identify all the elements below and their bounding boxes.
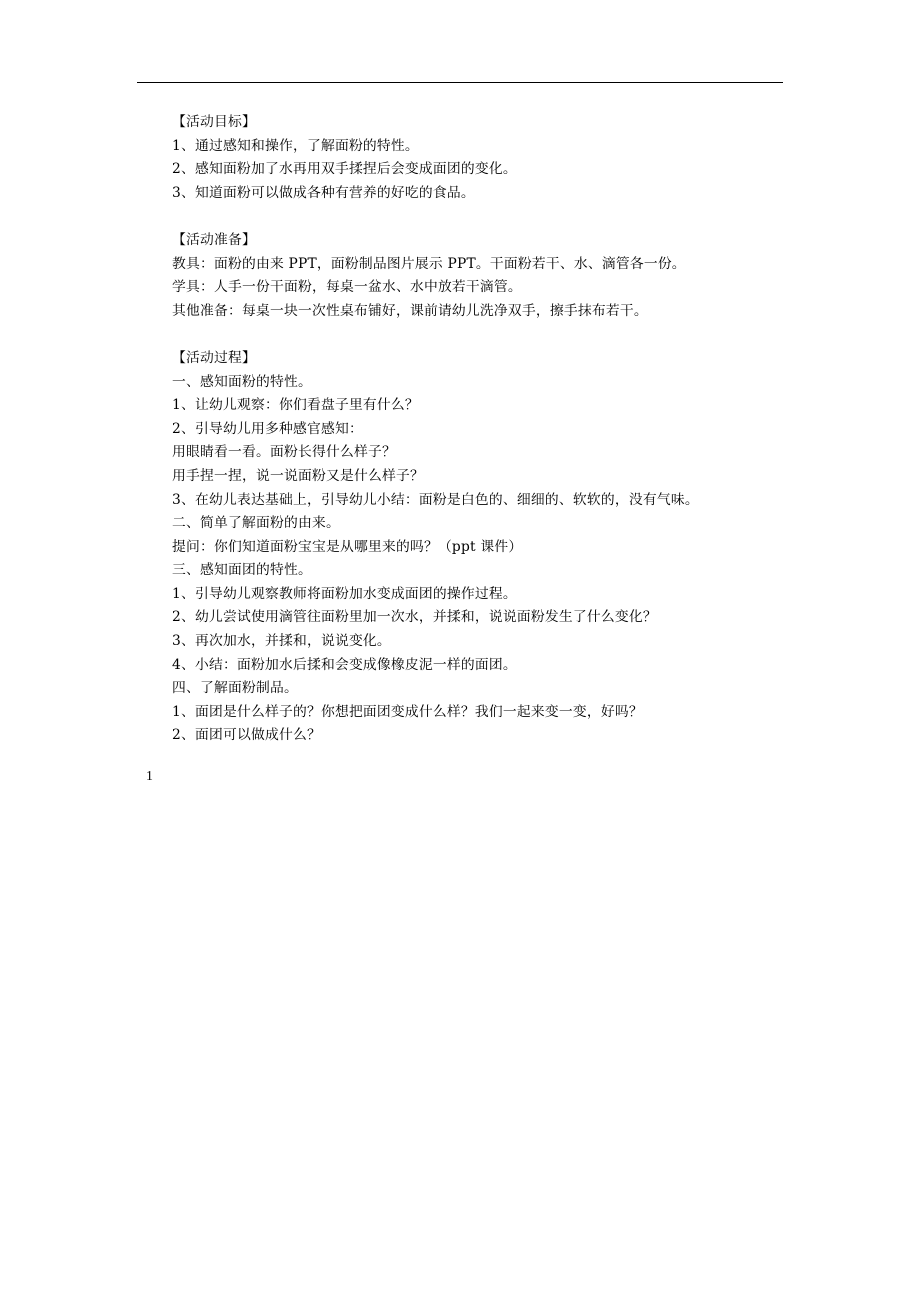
process-line: 四、了解面粉制品。 <box>172 680 298 697</box>
paragraph-gap <box>172 323 792 347</box>
process-line: 1、引导幼儿观察教师将面粉加水变成面团的操作过程。 <box>172 585 517 602</box>
document-body <box>172 111 792 748</box>
paragraph-gap <box>172 205 792 229</box>
preparation-line: 学具：人手一份干面粉，每桌一盆水、水中放若干滴管。 <box>172 279 522 296</box>
section-heading-process: 【活动过程】 <box>172 349 256 366</box>
process-line: 用眼睛看一看。面粉长得什么样子？ <box>172 444 396 461</box>
section-heading-goals: 【活动目标】 <box>172 114 256 130</box>
page-number: 1 <box>146 768 153 783</box>
process-line: 一、感知面粉的特性。 <box>172 373 312 390</box>
goal-line: 1、通过感知和操作，了解面粉的特性。 <box>172 137 419 154</box>
process-line: 3、再次加水，并揉和，说说变化。 <box>172 633 391 650</box>
process-line: 1、让幼儿观察：你们看盘子里有什么？ <box>172 397 419 414</box>
process-line: 4、小结：面粉加水后揉和会变成像橡皮泥一样的面团。 <box>172 656 517 673</box>
section-heading-preparation: 【活动准备】 <box>172 231 256 248</box>
preparation-line: 教具：面粉的由来 PPT，面粉制品图片展示 PPT。干面粉若干、水、滴管各一份。 <box>172 255 686 272</box>
process-line: 2、引导幼儿用多种感官感知： <box>172 420 363 437</box>
goal-line: 3、知道面粉可以做成各种有营养的好吃的食品。 <box>172 184 475 201</box>
header-rule <box>137 82 783 83</box>
preparation-line: 其他准备：每桌一块一次性桌布铺好，课前请幼儿洗净双手，擦手抹布若干。 <box>172 302 648 319</box>
process-line: 3、在幼儿表达基础上，引导幼儿小结：面粉是白色的、细细的、软软的，没有气味。 <box>172 491 699 508</box>
process-line: 用手捏一捏，说一说面粉又是什么样子？ <box>172 467 424 484</box>
process-line: 二、简单了解面粉的由来。 <box>172 515 340 532</box>
process-line: 2、面团可以做成什么？ <box>172 727 321 744</box>
process-line: 1、面团是什么样子的？你想把面团变成什么样？我们一起来变一变，好吗？ <box>172 703 643 720</box>
process-line: 三、感知面团的特性。 <box>172 562 312 579</box>
process-line: 2、幼儿尝试使用滴管往面粉里加一次水，并揉和，说说面粉发生了什么变化？ <box>172 609 657 626</box>
process-line: 提问：你们知道面粉宝宝是从哪里来的吗？（ppt 课件） <box>172 538 523 555</box>
goal-line: 2、感知面粉加了水再用双手揉捏后会变成面团的变化。 <box>172 161 517 178</box>
